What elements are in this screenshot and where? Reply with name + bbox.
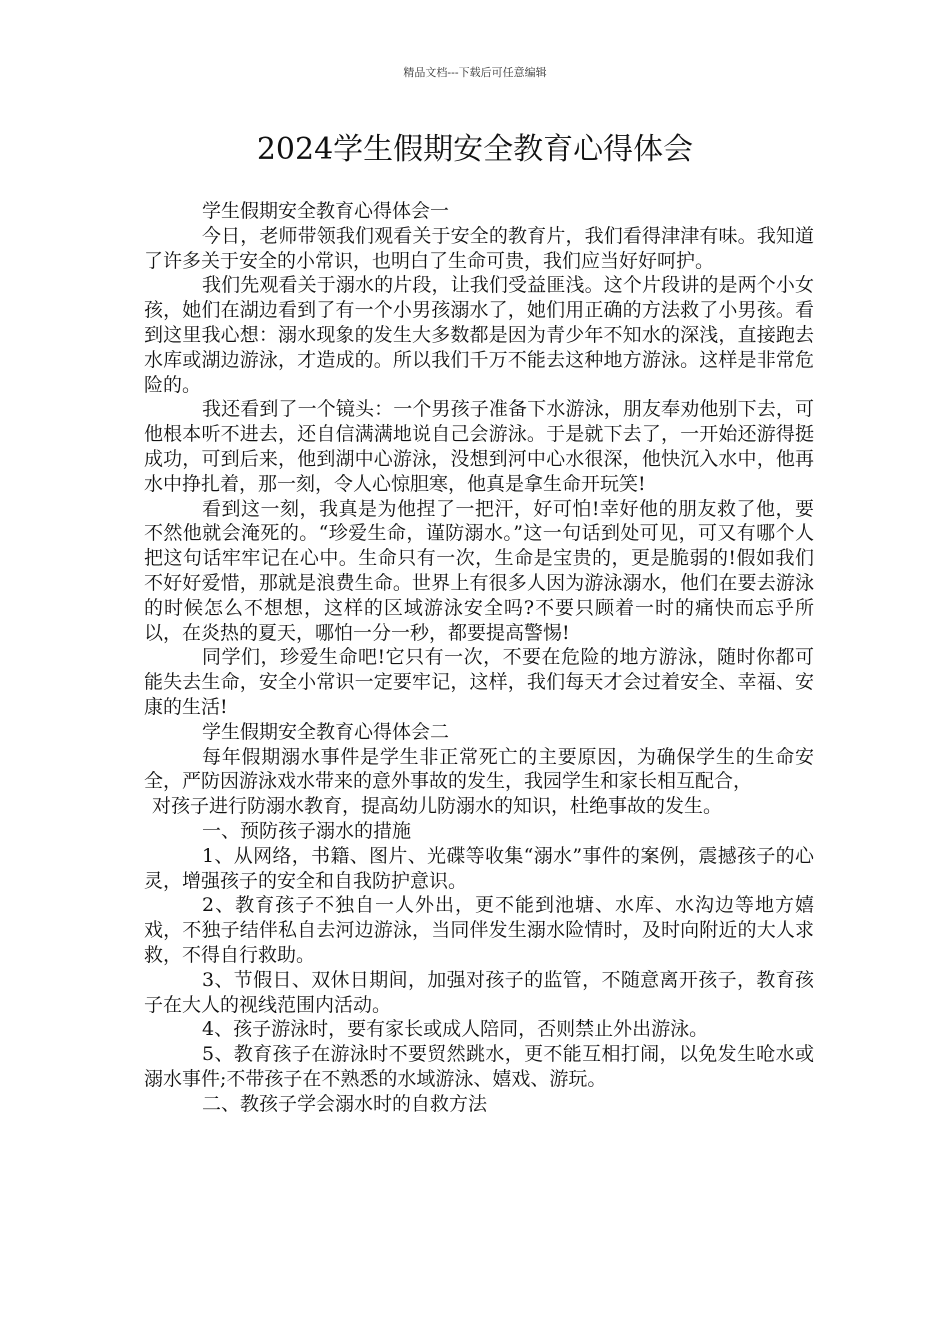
paragraph: 一、预防孩子溺水的措施: [202, 819, 412, 842]
paragraph: 学生假期安全教育心得体会一: [202, 200, 450, 222]
paragraph: 2、教育孩子不独自一人外出，更不能到池塘、水库、水沟边等地方嬉戏，不独子结伴私自去河边游泳，当同伴发生溺水险情时，及时向附近的大人求救，不得自行救助。: [144, 894, 814, 966]
paragraph: 看到这一刻，我真是为他捏了一把汗，好可怕!幸好他的朋友救了他，要不然他就会淹死的。“珍爱生命，谨防溺水。”这一句话到处可见，可又有哪个人把这句话牢牢记在心中。生命只有一次，生命是宝贵的，更是脆弱的!假如我们不好好爱惜，那就是浪费生命。世界上有很多人因为游泳溺水，他们在要去游泳的时候怎么不想想，这样的区域游泳安全吗?不要只顾着一时的痛快而忘乎所以，在炎热的夏天，哪怕一分一秒，都要提高警惕!: [144, 497, 814, 644]
paragraph: 每年假期溺水事件是学生非正常死亡的主要原因，为确保学生的生命安全，严防因游泳戏水带来的意外事故的发生，我园学生和家长相互配合，: [144, 745, 814, 793]
paragraph: 5、教育孩子在游泳时不要贸然跳水，更不能互相打闹，以免发生呛水或溺水事件;不带孩子在不熟悉的水域游泳、嬉戏、游玩。: [144, 1043, 814, 1090]
paragraph: 同学们，珍爱生命吧!它只有一次，不要在危险的地方游泳，随时你都可能失去生命，安全小常识一定要牢记，这样，我们每天才会过着安全、幸福、安康的生活!: [144, 646, 814, 718]
paragraph: 我们先观看关于溺水的片段，让我们受益匪浅。这个片段讲的是两个小女孩，她们在湖边看到了有一个小男孩溺水了，她们用正确的方法救了小男孩。看到这里我心想：溺水现象的发生大多数都是因为青少年不知水的深浅，直接跑去水库或湖边游泳，才造成的。所以我们千万不能去这种地方游泳。这样是非常危险的。: [144, 274, 814, 396]
paragraph: 我还看到了一个镜头：一个男孩子准备下水游泳，朋友奉劝他别下去，可他根本听不进去，还自信满满地说自己会游泳。于是就下去了，一开始还游得挺成功，可到后来，他到湖中心游泳，没想到河中心水很深，他快沉入水中，他再水中挣扎着，那一刻，令人心惊胆寒，他真是拿生命开玩笑!: [144, 398, 814, 495]
paragraph: 对孩子进行防溺水教育，提高幼儿防溺水的知识，杜绝事故的发生。: [152, 795, 723, 818]
paragraph: 1、从网络，书籍、图片、光碟等收集“溺水”事件的案例，震撼孩子的心灵，增强孩子的安全和自我防护意识。: [144, 844, 814, 892]
paragraph: 二、教孩子学会溺水时的自救方法: [202, 1092, 488, 1115]
document-title: 2024学生假期安全教育心得体会: [256, 132, 694, 167]
paragraph: 今日，老师带领我们观看关于安全的教育片，我们看得津津有味。我知道了许多关于安全的小常识，也明白了生命可贵，我们应当好好呵护。: [144, 224, 814, 272]
paragraph: 学生假期安全教育心得体会二: [202, 720, 450, 743]
header-note: 精品文档---下载后可任意编辑: [403, 66, 547, 79]
document-body: [144, 199, 814, 1116]
paragraph: 4、孩子游泳时，要有家长或成人陪同，否则禁止外出游泳。: [202, 1018, 709, 1041]
paragraph: 3、节假日、双休日期间，加强对孩子的监管，不随意离开孩子，教育孩子在大人的视线范围内活动。: [144, 968, 814, 1016]
